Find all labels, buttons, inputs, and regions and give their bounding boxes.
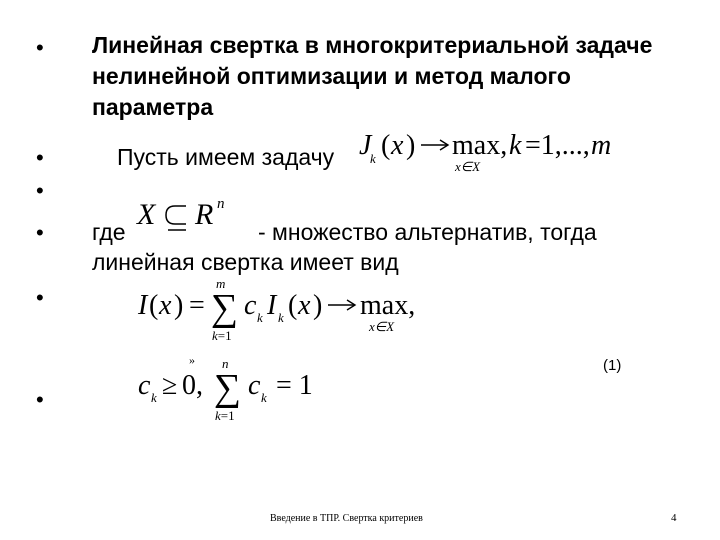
footer-text: Введение в ТПР. Свертка критериев <box>270 513 423 524</box>
svg-text:x: x <box>159 290 172 321</box>
svg-text:x: x <box>391 130 404 161</box>
svg-text:c: c <box>248 370 261 401</box>
svg-text:∑: ∑ <box>214 367 242 409</box>
intro-text: Пусть имеем задачу <box>117 144 335 170</box>
alternatives-text: - множество альтернатив, тогда линейная свертка имеет вид <box>92 219 597 275</box>
svg-text:(: ( <box>149 290 159 321</box>
svg-text:x∈X: x∈X <box>455 159 481 174</box>
svg-text:n: n <box>217 196 225 212</box>
svg-text:k: k <box>370 151 376 166</box>
svg-text:max,: max, <box>452 130 508 161</box>
stray-mark: » <box>189 353 195 367</box>
svg-text:I: I <box>138 290 148 321</box>
svg-text:max,: max, <box>360 290 416 321</box>
bullet: • <box>36 178 44 203</box>
bullet: • <box>36 387 44 412</box>
svg-text:k: k <box>278 310 284 325</box>
svg-text:k=1: k=1 <box>212 328 232 343</box>
svg-text:0,: 0, <box>182 370 203 401</box>
svg-text:k: k <box>261 390 267 405</box>
svg-text:): ) <box>313 290 323 321</box>
svg-text:m: m <box>591 130 612 161</box>
svg-text:J: J <box>359 130 372 161</box>
svg-text:k=1: k=1 <box>215 408 235 423</box>
bullet: • <box>36 285 44 310</box>
svg-text:x: x <box>298 290 311 321</box>
convolution-formula <box>136 276 436 346</box>
svg-text:(: ( <box>381 130 391 161</box>
svg-text:n: n <box>222 356 229 371</box>
weights-formula <box>136 356 326 426</box>
svg-text:m: m <box>216 276 226 291</box>
svg-text:X: X <box>137 198 156 231</box>
svg-text:k: k <box>257 310 263 325</box>
svg-text:= 1: = 1 <box>276 370 313 401</box>
page-number: 4 <box>671 512 677 524</box>
equation-number: (1) <box>603 357 622 374</box>
svg-text:I: I <box>267 290 277 321</box>
bullet: • <box>36 35 44 60</box>
task-formula <box>355 118 615 180</box>
bullet: • <box>36 220 44 245</box>
bullet: • <box>36 145 44 170</box>
svg-text:c: c <box>244 290 257 321</box>
svg-text:): ) <box>174 290 184 321</box>
svg-text:c: c <box>138 370 151 401</box>
slide-title: Линейная свертка в многокритериальной задаче нелинейной оптимизации и метод малого параметра <box>92 32 653 120</box>
svg-text:=: = <box>189 290 205 321</box>
svg-text:(: ( <box>288 290 298 321</box>
svg-text:∑: ∑ <box>211 287 239 329</box>
svg-text:k: k <box>151 390 157 405</box>
svg-text:x∈X: x∈X <box>369 319 395 334</box>
svg-text:=1,...,: =1,..., <box>525 130 590 161</box>
svg-text:): ) <box>406 130 416 161</box>
svg-text:≥: ≥ <box>162 370 178 401</box>
gde-word: где <box>92 219 126 245</box>
svg-text:k: k <box>509 130 522 161</box>
svg-text:R: R <box>195 198 214 231</box>
